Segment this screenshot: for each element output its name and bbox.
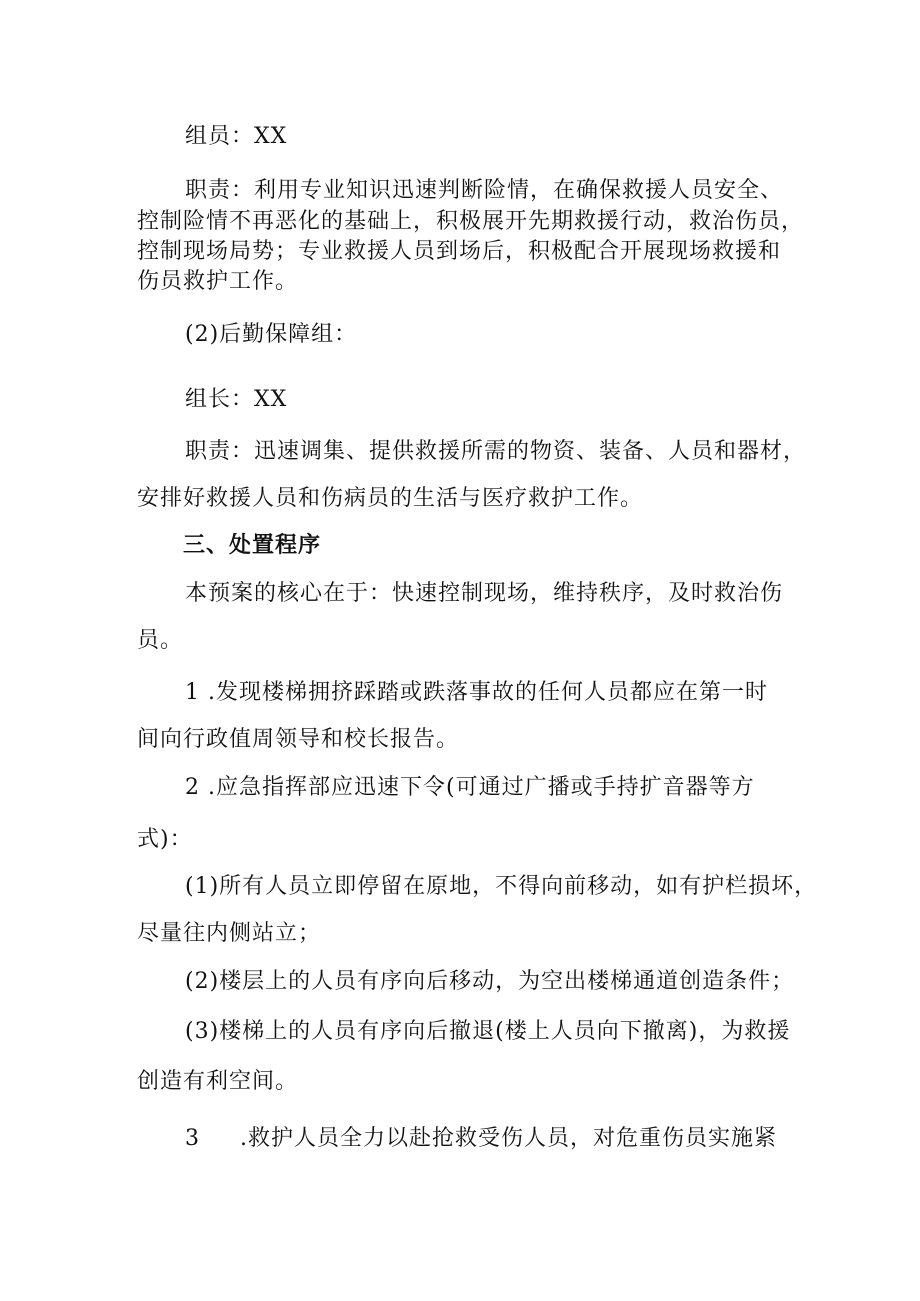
paragraph-line: 式)： — [137, 827, 193, 852]
paragraph-line: 1 .发现楼梯拥挤踩踏或跌落事故的任何人员都应在第一时 — [185, 680, 768, 705]
paragraph-line: (1)所有人员立即停留在原地，不得向前移动，如有护栏损坏， — [185, 874, 818, 899]
paragraph-line: 控制险情不再恶化的基础上，积极展开先期救援行动，救治伤员， — [137, 209, 805, 234]
paragraph-line: (2)楼层上的人员有序向后移动，为空出楼梯通道创造条件； — [185, 969, 795, 994]
numbered-item-line — [0, 1124, 920, 1154]
paragraph-line: 员。 — [137, 628, 184, 653]
member-line: 组员：XX — [185, 124, 288, 149]
paragraph-line: 安排好救援人员和伤病员的生活与医疗救护工作。 — [137, 486, 644, 511]
subsection-title: (2)后勤保障组： — [185, 322, 358, 347]
paragraph-line: 创造有利空间。 — [137, 1069, 299, 1094]
paragraph-line: 间向行政值周领导和校长报告。 — [137, 727, 460, 752]
section-heading: 三、处置程序 — [183, 533, 322, 558]
paragraph-line: 职责：利用专业知识迅速判断险情，在确保救援人员安全、 — [185, 178, 784, 203]
paragraph-line: (3)楼梯上的人员有序向后撤退(楼上人员向下撤离)，为救援 — [185, 1019, 791, 1044]
item-number: 3 — [185, 1126, 200, 1151]
paragraph-line: 本预案的核心在于：快速控制现场，维持秩序，及时救治伤 — [185, 581, 784, 606]
paragraph-line: 职责：迅速调集、提供救援所需的物资、装备、人员和器材， — [185, 439, 807, 464]
paragraph-line: 控制现场局势；专业救援人员到场后，积极配合开展现场救援和 — [137, 239, 782, 264]
paragraph-line: 2 .应急指挥部应迅速下令(可通过广播或手持扩音器等方 — [185, 775, 755, 800]
paragraph-line: 伤员救护工作。 — [137, 269, 299, 294]
paragraph-line: 尽量往内侧站立； — [137, 921, 322, 946]
leader-line: 组长：XX — [185, 387, 288, 412]
item-text: .救护人员全力以赴抢救受伤人员，对危重伤员实施紧 — [240, 1126, 777, 1151]
